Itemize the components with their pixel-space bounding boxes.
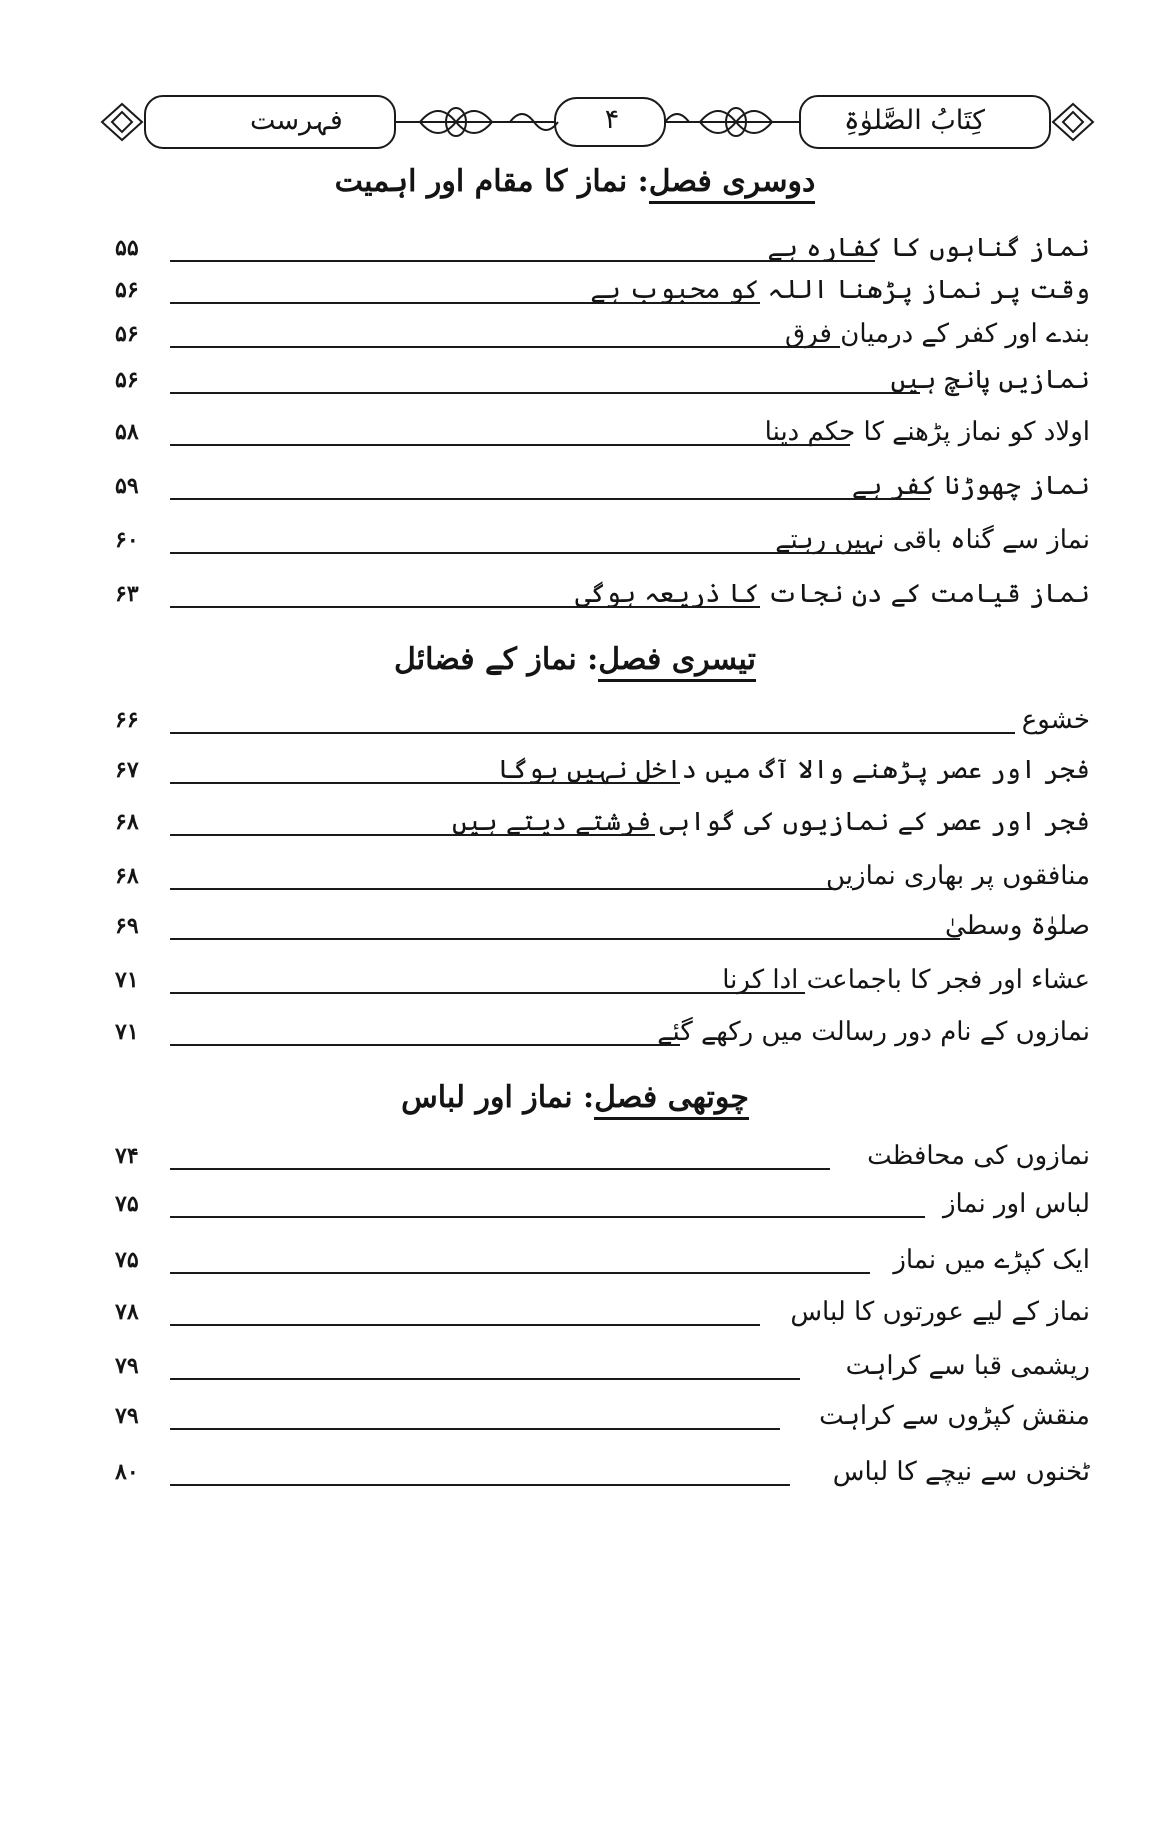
section-title: نماز کے فضائل <box>394 642 577 677</box>
section-heading-2: دوسری فصل: نماز کا مقام اور اہمیت <box>0 162 1150 202</box>
entry-page: ۸۰ <box>115 1459 139 1485</box>
leader-line <box>170 782 680 784</box>
entry-page: ۷۱ <box>115 967 139 993</box>
toc-entry[interactable] <box>115 1292 1090 1336</box>
entry-page: ۶۸ <box>115 863 139 889</box>
section-title: نماز اور لباس <box>401 1080 573 1115</box>
leader-line <box>170 1044 680 1046</box>
page-number: ۴ <box>604 104 620 135</box>
leader-line <box>170 1428 780 1430</box>
entry-title: اولاد کو نماز پڑھنے کا حکم دینا <box>764 417 1090 447</box>
toc-entry[interactable] <box>115 574 1090 618</box>
section-label: تیسری فصل <box>598 642 756 682</box>
entry-page: ۷۹ <box>115 1403 139 1429</box>
entry-title: ایک کپڑے میں نماز <box>893 1245 1090 1275</box>
leader-line <box>170 552 875 554</box>
entry-page: ۷۹ <box>115 1353 139 1379</box>
entry-page: ۷۴ <box>115 1143 139 1169</box>
entry-title: ٹخنوں سے نیچے کا لباس <box>832 1457 1090 1487</box>
entry-page: ۶۳ <box>115 581 139 607</box>
toc-entry[interactable] <box>115 1184 1090 1228</box>
page-header <box>100 90 1095 154</box>
entry-page: ۵۵ <box>115 235 139 261</box>
leader-line <box>170 938 960 940</box>
leader-line <box>170 498 930 500</box>
entry-page: ۶۹ <box>115 913 139 939</box>
header-section-name: فہرست <box>250 105 343 136</box>
toc-entry[interactable] <box>115 802 1090 846</box>
leader-line <box>170 606 760 608</box>
entry-title: منقش کپڑوں سے کراہت <box>819 1401 1090 1431</box>
toc-entry[interactable] <box>115 1012 1090 1056</box>
toc-entry[interactable] <box>115 1452 1090 1496</box>
entry-page: ۷۸ <box>115 1299 139 1325</box>
toc-entry[interactable] <box>115 750 1090 794</box>
entry-page: ۵۹ <box>115 473 139 499</box>
entry-title: ریشمی قبا سے کراہت <box>845 1351 1090 1381</box>
entry-title: نمازوں کی محافظت <box>867 1141 1090 1171</box>
entry-title: فجر اور عصر پڑھنے والا آگ میں داخل نہیں ہوگا <box>497 755 1090 785</box>
section-title: نماز کا مقام اور اہمیت <box>334 164 628 199</box>
toc-entry[interactable] <box>115 270 1090 314</box>
entry-page: ۶۰ <box>115 527 139 553</box>
leader-line <box>170 1272 870 1274</box>
toc-entry[interactable] <box>115 314 1090 358</box>
toc-entry[interactable] <box>115 1346 1090 1390</box>
leader-line <box>170 302 760 304</box>
leader-line <box>170 992 805 994</box>
entry-title: منافقوں پر بھاری نمازیں <box>826 861 1090 891</box>
entry-page: ۷۵ <box>115 1191 139 1217</box>
entry-title: نمازوں کے نام دور رسالت میں رکھے گئے <box>657 1017 1090 1047</box>
section-label: دوسری فصل <box>649 164 816 204</box>
toc-entry[interactable] <box>115 906 1090 950</box>
entry-page: ۵۶ <box>115 321 139 347</box>
entry-title: بندے اور کفر کے درمیان فرق <box>785 319 1090 349</box>
entry-page: ۵۶ <box>115 367 139 393</box>
toc-entry[interactable] <box>115 1396 1090 1440</box>
leader-line <box>170 260 875 262</box>
section-heading-4: چوتھی فصل: نماز اور لباس <box>0 1078 1150 1118</box>
toc-entry[interactable] <box>115 856 1090 900</box>
entry-page: ۵۶ <box>115 277 139 303</box>
entry-title: نماز گناہوں کا کفارہ ہے <box>767 233 1090 263</box>
entry-title: عشاء اور فجر کا باجماعت ادا کرنا <box>722 965 1090 995</box>
leader-line <box>170 346 840 348</box>
entry-title: نماز قیامت کے دن نجات کا ذریعہ ہوگی <box>575 579 1090 609</box>
leader-line <box>170 392 920 394</box>
entry-title: نماز سے گناہ باقی نہیں رہتے <box>775 525 1090 555</box>
entry-title: لباس اور نماز <box>942 1189 1090 1219</box>
toc-entry[interactable] <box>115 228 1090 272</box>
toc-entry[interactable] <box>115 520 1090 564</box>
toc-entry[interactable] <box>115 466 1090 510</box>
entry-page: ۵۸ <box>115 419 139 445</box>
entry-title: فجر اور عصر کے نمازیوں کی گواہی فرشتے دیتے ہیں <box>451 807 1090 837</box>
entry-title: نمازیں پانچ ہیں <box>890 365 1090 395</box>
entry-page: ۶۷ <box>115 757 139 783</box>
entry-page: ۷۵ <box>115 1247 139 1273</box>
entry-title: وقت پر نماز پڑھنا اللہ کو محبوب ہے <box>590 275 1090 305</box>
entry-title: خشوع <box>1021 705 1090 735</box>
entry-title: نماز چھوڑنا کفر ہے <box>851 471 1090 501</box>
entry-page: ۶۸ <box>115 809 139 835</box>
leader-line <box>170 888 835 890</box>
leader-line <box>170 1378 800 1380</box>
leader-line <box>170 1324 760 1326</box>
section-heading-3: تیسری فصل: نماز کے فضائل <box>0 640 1150 680</box>
section-label: چوتھی فصل <box>594 1080 749 1120</box>
toc-entry[interactable] <box>115 1240 1090 1284</box>
entry-page: ۷۱ <box>115 1019 139 1045</box>
leader-line <box>170 1168 830 1170</box>
toc-entry[interactable] <box>115 960 1090 1004</box>
toc-entry[interactable] <box>115 700 1090 744</box>
book-title: کِتَابُ الصَّلوٰۃِ <box>843 105 985 136</box>
leader-line <box>170 444 850 446</box>
leader-line <box>170 834 655 836</box>
entry-page: ۶۶ <box>115 707 139 733</box>
toc-entry[interactable] <box>115 1136 1090 1180</box>
toc-entry[interactable] <box>115 360 1090 404</box>
leader-line <box>170 1216 925 1218</box>
leader-line <box>170 732 1015 734</box>
entry-title: نماز کے لیے عورتوں کا لباس <box>790 1297 1090 1327</box>
entry-title: صلوٰۃ وسطیٰ <box>945 911 1090 941</box>
leader-line <box>170 1484 790 1486</box>
toc-entry[interactable] <box>115 412 1090 456</box>
